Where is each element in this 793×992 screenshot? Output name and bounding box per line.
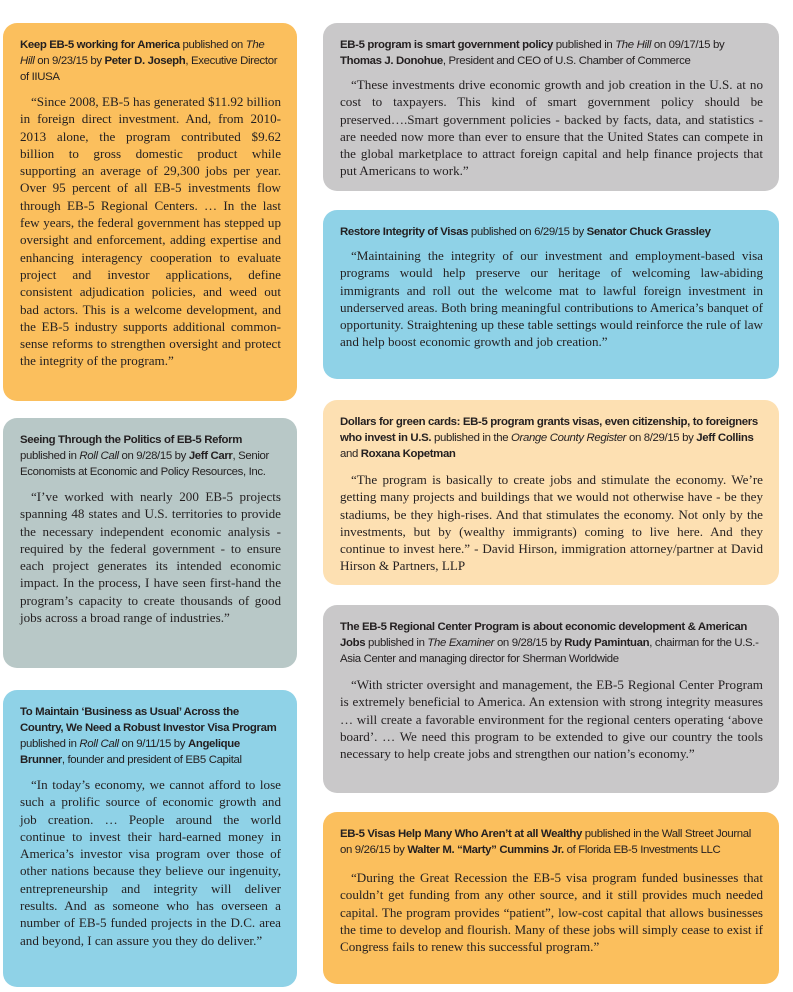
article-header bbox=[340, 414, 763, 462]
author-role: , President and CEO of U.S. Chamber of Commerce bbox=[442, 55, 691, 67]
article-header bbox=[340, 224, 763, 240]
publication-name: The Examiner bbox=[427, 637, 495, 649]
article-quote: “In today’s economy, we cannot afford to lose such a prolific source of economic growth and job creation. … People around the world continue to invest their hard-earned money in America’s investor visa program over those of other nations because they believe our ingenuity, entrepreneurship and integrity will deliver results. And as someone who has overseen a number of EB-5 funded projects in the D.C. area and beyond, I can assure you they do deliver.” bbox=[20, 777, 281, 948]
article-title: Seeing Through the Politics of EB-5 Reform bbox=[20, 434, 242, 446]
publication-name: The Hill bbox=[20, 39, 265, 67]
article-card-smart-policy bbox=[323, 23, 779, 191]
article-title: Restore Integrity of Visas bbox=[340, 226, 469, 238]
author-name: Thomas J. Donohue bbox=[340, 55, 443, 67]
header-text: and bbox=[340, 448, 361, 460]
article-quote: “The program is basically to create jobs and stimulate the economy. We’re getting many projects and buildings that we would not otherwise have - be they stadiums, be they high-rises. And that stimulates the economy. Not only by the investments, but by (wealthy immigrants) coming to live here. And they continue to invest here.” - David Hirson, immigration attorney/partner at David Hirson & Partners, LLP bbox=[340, 472, 763, 574]
article-title: The EB-5 Regional Center Program is about economic development & American Jobs bbox=[340, 621, 747, 649]
article-title: EB-5 Visas Help Many Who Aren’t at all Wealthy bbox=[340, 828, 582, 840]
article-card-restore-integrity bbox=[323, 210, 779, 379]
article-title: EB-5 program is smart government policy bbox=[340, 39, 553, 51]
article-card-politics bbox=[3, 418, 297, 668]
publication-name: Orange County Register bbox=[511, 432, 627, 444]
article-title: To Maintain ‘Business as Usual’ Across the Country, We Need a Robust Investor Visa Program bbox=[20, 706, 277, 734]
article-header bbox=[340, 37, 763, 69]
publication-name: The Hill bbox=[615, 39, 652, 51]
header-text: published on 6/29/15 by bbox=[468, 226, 587, 238]
author-role: of Florida EB-5 Investments LLC bbox=[563, 844, 721, 856]
header-text: on 9/23/15 by bbox=[34, 55, 105, 67]
author-name: Rudy Pamintuan bbox=[564, 637, 650, 649]
article-header bbox=[20, 37, 281, 85]
article-card-not-wealthy bbox=[323, 812, 779, 984]
header-text: on 9/28/15 by bbox=[118, 450, 189, 462]
header-text: published in the bbox=[431, 432, 511, 444]
author-name: Senator Chuck Grassley bbox=[586, 226, 711, 238]
author-role: , chairman for the U.S.-Asia Center and managing director for Sherman Worldwide bbox=[340, 637, 759, 665]
article-header bbox=[340, 619, 763, 667]
publication-name: Roll Call bbox=[79, 738, 119, 750]
header-text: published in bbox=[552, 39, 616, 51]
article-card-keep-eb5 bbox=[3, 23, 297, 401]
author-role: , Executive Director of IIUSA bbox=[20, 55, 278, 83]
author-name: Roxana Kopetman bbox=[360, 448, 456, 460]
author-role: , Senior Economists at Economic and Policy Resources, Inc. bbox=[20, 450, 269, 478]
header-text: published in the Wall Street Journal on 9/26/15 by bbox=[340, 828, 751, 856]
header-text: on 9/28/15 by bbox=[494, 637, 565, 649]
article-title: Dollars for green cards: EB-5 program grants visas, even citizenship, to foreigners who invest in U.S. bbox=[340, 416, 758, 444]
header-text: published on bbox=[179, 39, 246, 51]
article-quote: “I’ve worked with nearly 200 EB-5 projects spanning 48 states and U.S. territories to provide the necessary independent economic analysis - required by the federal government - to ensure each project generates its intended economic impact. In the process, I have seen first-hand the program’s capacity to create thousands of good jobs across a broad range of industries.” bbox=[20, 489, 281, 626]
author-name: Peter D. Joseph bbox=[104, 55, 186, 67]
article-quote: “With stricter oversight and management, the EB-5 Regional Center Program is extremely beneficial to America. An extension with strong integrity measures … will create a favorable environment for the regional centers operating ‘above board’. … We need this program to be extended to give our country the tools necessary to help create jobs and strengthen our nation’s economy.” bbox=[340, 677, 763, 762]
article-quote: “Since 2008, EB-5 has generated $11.92 billion in foreign direct investment. And, from 2010-2013 alone, the program contributed $9.62 billion to gross domestic product while supporting an average of 29,300 jobs per year. Over 95 percent of all EB-5 investments flow through EB-5 Regional Centers. … In the last few years, the federal government has stepped up oversight and enforcement, adding expertise and enhancing interagency cooperation to evaluate project and investor applications, define consistent adjudication policies, and weed out bad actors. This is a welcome development, and the EB-5 industry supports additional common-sense reforms to strengthen oversight and protect the integrity of the program.” bbox=[20, 94, 281, 369]
article-header bbox=[20, 432, 281, 480]
header-text: published in bbox=[20, 738, 80, 750]
header-text: published in bbox=[20, 450, 80, 462]
article-quote: “During the Great Recession the EB-5 visa program funded businesses that couldn’t get funding from any other source, and it still provides much needed capital. The program provides “patient”, low-cost capital that allows businesses the time to develop and flourish. Many of these jobs will simply cease to exist if Congress fails to renew this successful program.” bbox=[340, 870, 763, 955]
header-text: published in bbox=[365, 637, 428, 649]
author-name: Angelique Brunner bbox=[20, 738, 240, 766]
article-quote: “These investments drive economic growth and job creation in the U.S. at no cost to taxpayers. This kind of smart government policy should be preserved….Smart government policies - backed by facts, data, and statistics - are needed now more than ever to ensure that the United States can compete in the global marketplace to attract foreign capital and help finance projects that put Americans to work.” bbox=[340, 77, 763, 179]
publication-name: Roll Call bbox=[79, 450, 119, 462]
header-text: on 9/11/15 by bbox=[118, 738, 188, 750]
author-name: Jeff Collins bbox=[696, 432, 754, 444]
header-text: on 8/29/15 by bbox=[626, 432, 697, 444]
article-title: Keep EB-5 working for America bbox=[20, 39, 180, 51]
author-name: Jeff Carr bbox=[188, 450, 233, 462]
article-card-green-cards bbox=[323, 400, 779, 585]
author-name: Walter M. “Marty” Cummins Jr. bbox=[407, 844, 564, 856]
article-card-business-as-usual bbox=[3, 690, 297, 987]
article-header bbox=[340, 826, 763, 858]
article-quote: “Maintaining the integrity of our investment and employment-based visa programs would help preserve our heritage of welcoming law-abiding immigrants and roll out the welcome mat to lawful foreign investment in underserved areas. Both bring meaningful contributions to America’s banquet of opportunity. Straightening up these table settings would reinforce the rule of law and help boost economic growth and job creation.” bbox=[340, 248, 763, 350]
author-role: , founder and president of EB5 Capital bbox=[61, 754, 242, 766]
article-card-regional-center bbox=[323, 605, 779, 793]
article-header bbox=[20, 704, 281, 768]
header-text: on 09/17/15 by bbox=[651, 39, 725, 51]
